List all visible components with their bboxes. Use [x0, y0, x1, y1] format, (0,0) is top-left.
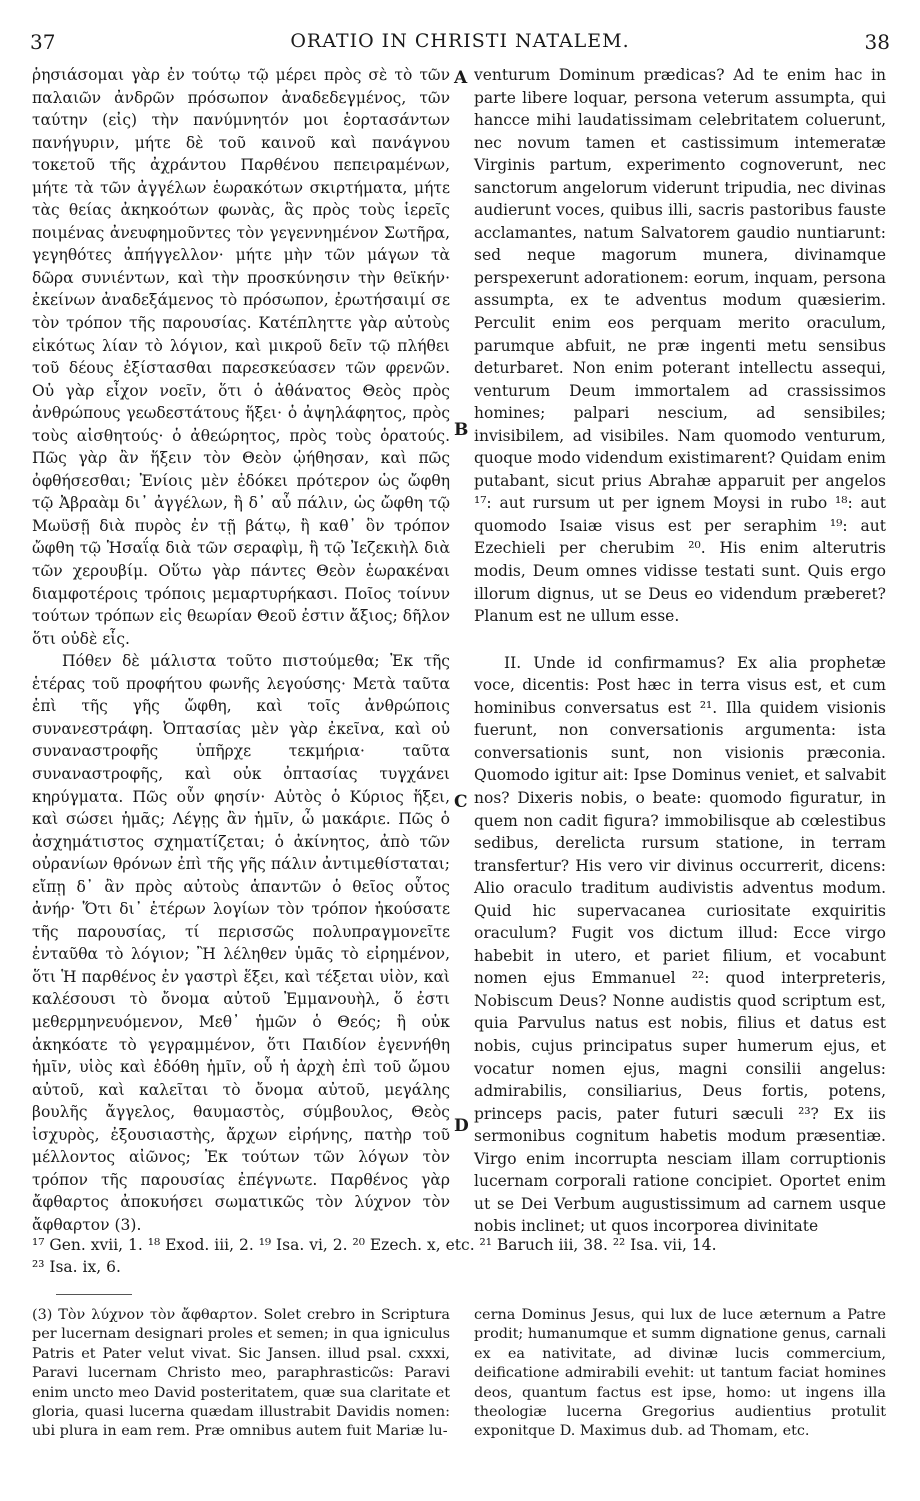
- page-number-left: 37: [30, 30, 56, 54]
- margin-mark-c: C: [454, 792, 468, 812]
- footnote-left-column: (3) Τὸν λύχνον τὸν ἄφθαρτον. Solet crebro in Scriptura per lucernam designari proles et semen; in qua igniculus Patris et Pater velut vivat. Sic Jansen. illud psal. cxxxi, Paravi lucernam Christo meo, paraphrasticῶs: Paravi enim uncto meo David posteritatem, quæ sua claritate et gloria, quasi lucerna quædam illustrabit Davidis nomen: ubi plura in eam rem. Præ omnibus autem fuit Mariæ lu-: [32, 1307, 450, 1440]
- page-number-right: 38: [864, 30, 890, 54]
- greek-paragraph-2: Πόθεν δὲ μάλιστα τοῦτο πιστούμεθα; Ἐκ τῆς ἑτέρας τοῦ προφήτου φωνῆς λεγούσης· Μετὰ ταῦτα ἐπὶ τῆς γῆς ὤφθη, καὶ τοῖς ἀνθρώποις συνανεστράφη. Ὀπτασίας μὲν γὰρ ἐκεῖνα, καὶ οὐ συναναστροφῆς ὑπῆρχε τεκμήρια· ταῦτα συναναστροφῆς, καὶ οὐκ ὀπτασίας τυγχάνει κηρύγματα. Πῶς οὖν φησίν· Αὐτὸς ὁ Κύριος ἥξει, καὶ σώσει ἡμᾶς; Λέγῃς ἂν ἡμῖν, ὦ μακάριε. Πῶς ὁ ἀσχημάτιστος σχηματίζεται; ὁ ἀκίνητος, ἀπὸ τῶν οὐρανίων θρόνων ἐπὶ τῆς γῆς πάλιν ἀντιμεθίσταται; εἴπῃ δ᾽ ἂν πρὸς αὐτοὺς ἁπαντῶν ὁ θεῖος οὗτος ἀνήρ· Ὅτι δι᾽ ἑτέρων λογίων τὸν τρόπον ἠκούσατε τῆς παρουσίας, τί περισσῶς πολυπραγμονεῖτε ἐνταῦθα τὸ λόγιον; Ἢ λέληθεν ὑμᾶς τὸ εἰρημένον, ὅτι Ἡ παρθένος ἐν γαστρὶ ἕξει, καὶ τέξεται υἱὸν, καὶ καλέσουσι τὸ ὄνομα αὐτοῦ Ἐμμανουὴλ, ὅ ἐστι μεθερμηνευόμενον, Μεθ᾽ ἡμῶν ὁ Θεός; ἢ οὐκ ἀκηκόατε τὸ γεγραμμένον, ὅτι Παιδίον ἐγεννήθη ἡμῖν, υἱὸς καὶ ἐδόθη ἡμῖν, οὗ ἡ ἀρχὴ ἐπὶ τοῦ ὤμου αὐτοῦ, καὶ καλεῖται τὸ ὄνομα αὐτοῦ, μεγάλης βουλῆς ἄγγελος, θαυμαστὸς, σύμβουλος, Θεὸς ἰσχυρὸς, ἐξουσιαστὴς, ἄρχων εἰρήνης, πατὴρ τοῦ μέλλοντος αἰῶνος; Ἐκ τούτων τῶν λόγων τὸν τρόπον τῆς παρουσίας ἐπέγνωτε. Παρθένος γὰρ ἄφθαρτος ἀποκυήσει σωματικῶς τὸν λύχνον τὸν ἄφθαρτον (3).: [32, 652, 450, 1234]
- footnote-divider: [56, 1294, 132, 1295]
- footnote-right-column: cerna Dominus Jesus, qui lux de luce æternum a Patre prodit; humanumque et summ dignatione genus, carnali ex ea nativitate, ad divinæ lucis commercium, deificatione admirabili evehit: ut tantum faciat homines deos, quantum factus est ipse, homo: ut ingens illa theologiæ lucerna Gregorius audientius protulit exponitque D. Maximus dub. ad Thomam, etc.: [474, 1307, 886, 1440]
- greek-column: [32, 64, 450, 1236]
- scripture-references-line-2: ²³ Isa. ix, 6.: [32, 1258, 121, 1276]
- latin-column: [474, 64, 886, 1238]
- latin-paragraph-2: II. Unde id confirmamus? Ex alia prophetæ voce, dicentis: Post hæc in terra visus est, et cum hominibus conversatus est ²¹. Illa quidem visionis fuerunt, non conversationis argumenta: ista conversationis sunt, non visionis præconia. Quomodo igitur ait: Ipse Dominus veniet, et salvabit nos? Dixeris nobis, o beate: quomodo figuratur, in quem non cadit figura? immobilisque ab cœlestibus sedibus, derelicta rursum statione, in terram transfertur? His vero vir divinus occurrerit, dicens: Alio oraculo traditum audivistis adventus modum. Quid hic supervacanea curiositate exquiritis oraculum? Fugit vos dictum illud: Ecce virgo habebit in utero, et pariet filium, et vocabunt nomen ejus Emmanuel ²²: quod interpreteris, Nobiscum Deus? Nonne audistis quod scriptum est, quia Parvulus natus est nobis, filius et datus est nobis, cujus principatus super humerum ejus, et vocatur nomen ejus, magni consilii angelus: admirabilis, consiliarius, Deus fortis, potens, princeps pacis, pater futuri sæculi ²³? Ex iis sermonibus cognitum habetis modum præsentiæ. Virgo enim incorrupta nesciam illam corruptionis lucernam corporali ratione concipiet. Oportet enim ut se Dei Verbum augustissimum ad carnem usque nobis inclinet; ut quos incorporea divinitate: [474, 653, 886, 1236]
- latin-paragraph-1: venturum Dominum prædicas? Ad te enim hac in parte libere loquar, persona veterum assumpta, qui hancce mihi laudatissimam celebritatem coluerunt, nec novum tamen et castissimum intemeratæ Virginis partum, experimento cognoverunt, nec sanctorum angelorum viderunt tripudia, nec divinas audierunt voces, quibus illi, sacris pastoribus fauste acclamantes, natum Salvatorem gaudio nuntiarunt: sed neque magorum munera, divinamque perspexerunt adorationem: eorum, inquam, persona assumpta, ex te adventus modum quæsierim. Perculit enim eos perquam merito oraculum, parumque abfuit, ne præ ingenti metu sensibus deturbaret. Non enim poterant intellectu assequi, venturum Deum immortalem ad crassissimos homines; palpari nescium, ad sensibiles; invisibilem, ad visibiles. Nam quomodo venturum, quoque modo videndum existimarent? Quidam enim putabant, sicut prius Abrahæ apparuit per angelos ¹⁷: aut rursum ut per ignem Moysi in rubo ¹⁸: aut quomodo Isaiæ visus est per seraphim ¹⁹: aut Ezechieli per cherubim ²⁰. His enim alterutris modis, Deum omnes vidisse testati sunt. Quis ergo illorum dignus, ut se Deus eo videndum præberet? Planum est ne ullum esse.: [474, 66, 886, 626]
- scripture-references-line-1: ¹⁷ Gen. xvii, 1. ¹⁸ Exod. iii, 2. ¹⁹ Isa. vi, 2. ²⁰ Ezech. x, etc. ²¹ Baruch iii, 38. ²² Isa. vii, 14.: [32, 1236, 717, 1254]
- running-title: ORATIO IN CHRISTI NATALEM.: [290, 30, 630, 52]
- margin-mark-d: D: [454, 1116, 469, 1136]
- running-header: [30, 30, 890, 60]
- margin-mark-b: B: [454, 420, 469, 440]
- margin-mark-a: A: [454, 68, 468, 88]
- scripture-references: [32, 1234, 892, 1278]
- greek-paragraph-1: ῥησιάσομαι γὰρ ἐν τούτῳ τῷ μέρει πρὸς σὲ τὸ τῶν παλαιῶν ἀνδρῶν πρόσωπον ἀναδεδεγμένος, τῶν ταύτην (εἰς) τὴν πανύμνητόν μοι ἑορτασάντων πανήγυριν, μήτε δὲ τοῦ καινοῦ καὶ πανάγνου τοκετοῦ τῆς ἀχράντου Παρθένου πεπειραμένων, μήτε τὰ τῶν ἀγγέλων ἑωρακότων σκιρτήματα, μήτε τὰς θείας ἀκηκοότων φωνὰς, ἃς πρὸς τοὺς ἱερεῖς ποιμένας ἀνευφημοῦντες τὸν γεγεννημένον Σωτῆρα, γεγηθότες ἀπήγγελλον· μήτε μὴν τῶν μάγων τὰ δῶρα συνιέντων, καὶ τὴν προσκύνησιν τὴν θεϊκήν· ἐκείνων ἀναδεξάμενος τὸ πρόσωπον, ἐρωτήσαιμί σε τὸν τρόπον τῆς παρουσίας. Κατέπληττε γὰρ αὐτοὺς εἰκότως λίαν τὸ λόγιον, καὶ μικροῦ δεῖν τῷ πλήθει τοῦ δέους ἐξίστασθαι παρεσκεύασεν τῶν φρενῶν. Οὐ γὰρ εἶχον νοεῖν, ὅτι ὁ ἀθάνατος Θεὸς πρὸς ἀνθρώπους γεωδεστάτους ἥξει· ὁ ἀψηλάφητος, πρὸς τοὺς αἰσθητούς· ὁ ἀθεώρητος, πρὸς τοὺς ὁρατούς. Πῶς γὰρ ἂν ἥξειν τὸν Θεὸν ᾠήθησαν, καὶ πῶς ὀφθήσεσθαι; Ἐνίοις μὲν ἐδόκει πρότερον ὡς ὤφθη τῷ Ἀβραὰμ δι᾽ ἀγγέλων, ἢ δ᾽ αὖ πάλιν, ὡς ὤφθη τῷ Μωϋσῇ διὰ πυρὸς ἐν τῇ βάτῳ, ἢ καθ᾽ ὃν τρόπον ὤφθη τῷ Ἡσαΐᾳ διὰ τῶν σεραφὶμ, ἢ τῷ Ἰεζεκιὴλ διὰ τῶν χερουβίμ. Οὕτω γὰρ πάντες Θεὸν ἑωρακέναι διαμφοτέροις τρόποις μεμαρτυρήκασι. Ποῖος τοίνυν τούτων τρόπων εἰς θεωρίαν Θεοῦ ἐστιν ἄξιος; δῆλον ὅτι οὐδὲ εἷς.: [32, 66, 450, 648]
